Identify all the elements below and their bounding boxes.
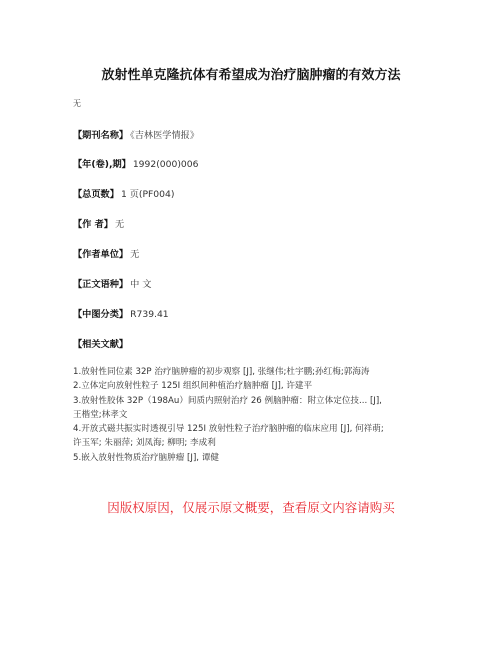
reference-item: 5.嵌入放射性物质治疗脑肿瘤 [J], 谭健 (73, 452, 219, 463)
reference-item: 4.开放式磁共振实时透视引导 125I 放射性粒子治疗脑肿瘤的临床应用 [J], 何祥萌; (73, 424, 384, 435)
field-related (73, 336, 130, 350)
abstract-text: 无 (73, 99, 81, 108)
field-value: 无 (130, 249, 140, 260)
field-label: 【作 者】 (73, 219, 113, 230)
field-label: 【正文语种】 (73, 279, 129, 290)
field-label: 【年(卷),期】 (73, 159, 131, 170)
field-value: 中 文 (130, 279, 152, 290)
field-label: 【总页数】 (73, 189, 119, 200)
field-value: R739.41 (130, 309, 169, 320)
field-label: 【期刊名称】 (73, 130, 129, 141)
field-label: 【相关文献】 (73, 339, 129, 350)
field-label: 【作者单位】 (73, 249, 129, 260)
field-value: 1992(000)006 (132, 159, 199, 170)
reference-item: 3.放射性胶体 32P（198Au）间质内照射治疗 26 例脑肿瘤：附立体定位技... [J], (73, 395, 382, 406)
field-value: 1 页(PF004) (120, 189, 175, 200)
field-language (73, 276, 151, 290)
field-year-volume (73, 156, 198, 170)
field-pages (73, 186, 174, 200)
reference-item-continued: 许玉军; 朱丽萍; 刘凤海; 柳明; 李成利 (73, 438, 216, 449)
field-journal (73, 127, 199, 141)
field-affiliation (73, 246, 139, 260)
field-value: 《吉林医学情报》 (130, 130, 200, 141)
reference-item: 2.立体定向放射性粒子 125I 组织间种植治疗脑肿瘤 [J], 许建平 (73, 381, 313, 392)
field-author (73, 216, 124, 230)
reference-item-continued: 王楷堂;林孝文 (73, 409, 128, 420)
field-classification (73, 306, 169, 320)
field-value: 无 (114, 219, 125, 230)
document-title: 放射性单克隆抗体有希望成为治疗脑肿瘤的有效方法 (101, 68, 401, 83)
field-label: 【中图分类】 (73, 309, 129, 320)
copyright-notice: 因版权原因，仅展示原文概要，查看原文内容请购买 (107, 500, 395, 515)
reference-item: 1.放射性同位素 32P 治疗脑肿瘤的初步观察 [J], 张继伟;杜宇鹏;孙红梅;郭海涛 (73, 367, 370, 377)
related-references (73, 365, 443, 465)
